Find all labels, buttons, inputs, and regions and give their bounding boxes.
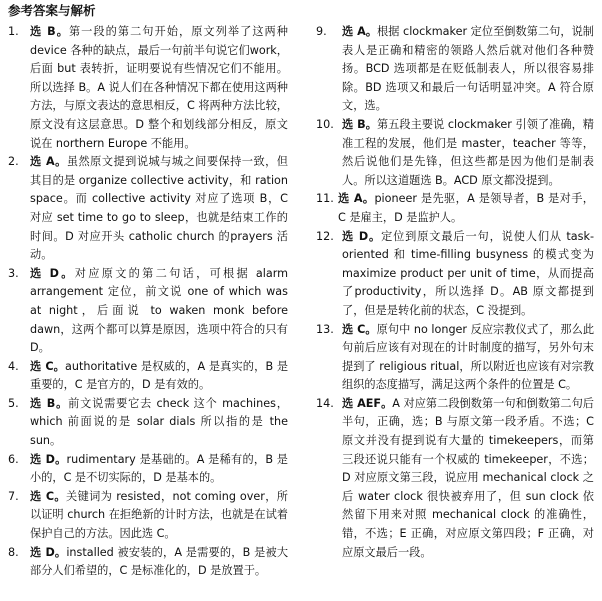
answer-text: 选 A。虽然原文提到说城与城之间要保持一致，但其目的是 organize collective activity，和 ration space。而 collective activity 对应了选项 B，C 对应 set time to go to sleep，也就是结束工作的时间。D 对应开头 catholic church 的prayers 活动。 bbox=[30, 155, 288, 262]
answer-item-6 bbox=[8, 451, 288, 488]
answer-text: 选 D。installed 被安装的，A 是需要的，B 是被大部分人们希望的，C 是标准化的，D 是放置于。 bbox=[30, 545, 289, 578]
answer-text: 选 D。对应原文的第二句话，可根据 alarm arrangement 定位，前文说 one of which was at night，后面说 to waken monk before dawn，这两个都可以算是原因，选项中符合的只有 D。 bbox=[30, 266, 288, 355]
page-title: 参考答案与解析 bbox=[8, 3, 96, 18]
right-column bbox=[316, 23, 594, 581]
answer-item-4 bbox=[8, 358, 288, 395]
answer-item-11 bbox=[316, 190, 594, 227]
answer-item-14 bbox=[316, 395, 594, 562]
answer-number: 14. bbox=[316, 396, 334, 410]
answer-text: 选 C。原句中 no longer 反应宗教仪式了，那么此句前后应该有对现在的计时制度的描写，另外句末提到了 religious ritual，所以附近也应该有对宗教组织的态度描写，满足这两个条件的位置是 C。 bbox=[342, 322, 595, 392]
answer-item-3 bbox=[8, 265, 288, 358]
answer-choice: 选 D。 bbox=[30, 452, 67, 466]
answer-number: 12. bbox=[316, 229, 334, 243]
answer-number: 5. bbox=[8, 396, 19, 410]
left-column bbox=[8, 23, 288, 581]
answer-choice: 选 A。 bbox=[342, 25, 378, 38]
answer-item-7 bbox=[8, 488, 288, 544]
answer-item-1 bbox=[8, 23, 288, 153]
answer-item-5 bbox=[8, 395, 288, 451]
answer-number: 9. bbox=[316, 25, 327, 38]
answer-item-9 bbox=[316, 23, 594, 116]
answer-choice: 选 A。 bbox=[338, 192, 375, 206]
answer-text: 选 A。pioneer 是先驱，A 是领导者，B 是对手，C 是雇主，D 是监护人。 bbox=[338, 192, 594, 224]
answer-number: 3. bbox=[8, 266, 19, 280]
answer-text: 选 D。rudimentary 是基础的。A 是稀有的，B 是小的，C 是不切实际的，D 是基本的。 bbox=[30, 452, 288, 485]
answer-choice: 选 D。 bbox=[30, 266, 75, 280]
answer-choice: 选 A。 bbox=[30, 155, 67, 169]
answer-choice: 选 C。 bbox=[30, 359, 66, 373]
answer-choice: 选 C。 bbox=[342, 322, 377, 336]
answer-item-10 bbox=[316, 116, 594, 190]
answer-item-8 bbox=[8, 544, 288, 581]
answer-text: 选 B。前文说需要它去 check 这个 machines，which 前面说的是 solar dials 所以指的是 the sun。 bbox=[30, 396, 288, 448]
answer-text: 选 C。关键词为 resisted，not coming over，所以证明 church 在拒绝新的计时方法，也就是在试着保护自己的方法。因此选 C。 bbox=[30, 489, 288, 541]
answer-text: 选 A。根据 clockmaker 定位至倒数第二句，说制表人是正确和精密的领路人然后就对他们各种赞扬。BCD 选项都是在贬低制表人，所以很容易排除。BD 选项又和最后一句话明显冲突。A 符合原文，选。 bbox=[342, 25, 594, 113]
answer-choice: 选 B。 bbox=[30, 25, 69, 38]
answer-columns bbox=[8, 23, 594, 581]
answer-choice: 选 B。 bbox=[30, 396, 69, 410]
answer-number: 8. bbox=[8, 545, 19, 559]
answer-choice: 选 D。 bbox=[30, 545, 67, 559]
answer-choice: 选 AEF。 bbox=[342, 396, 393, 410]
answer-number: 13. bbox=[316, 322, 334, 336]
answer-number: 10. bbox=[316, 117, 334, 131]
answer-number: 4. bbox=[8, 359, 19, 373]
answer-number: 2. bbox=[8, 155, 19, 169]
answer-text: 选 B。第一段的第二句开始，原文列举了这两种device 各种的缺点，最后一句前半句说它们work，后面 but 表转折，证明要说有些情况它们不能用。所以选择 B。A 说人们在各种情况下都在使用这两种方法，与原文表达的意思相反，C 将两种方法比较，原文没有这层意思。D 整个和划线部分相反，原文说在 northern Europe 不能用。 bbox=[30, 25, 288, 150]
answer-choice: 选 D。 bbox=[342, 229, 382, 243]
answer-item-13 bbox=[316, 321, 594, 395]
answer-text: 选 B。第五段主要说 clockmaker 引领了准确，精准工程的发展，他们是 master，teacher 等等，然后说他们是先锋，但这些都是因为他们是制表人。所以这道题选 B。ACD 原文都没提到。 bbox=[342, 117, 594, 187]
answer-text: 选 C。authoritative 是权威的，A 是真实的，B 是重要的，C 是官方的，D 是有效的。 bbox=[30, 359, 289, 392]
answer-number: 1. bbox=[8, 25, 19, 38]
answer-number: 7. bbox=[8, 489, 19, 503]
answer-choice: 选 C。 bbox=[30, 489, 66, 503]
answer-item-2 bbox=[8, 153, 288, 265]
answer-choice: 选 B。 bbox=[342, 117, 377, 131]
answer-text: 选 AEF。A 对应第二段倒数第一句和倒数第二句后半句，正确，选；B 与原文第一段矛盾。不选；C 原文并没有提到说有大量的 timekeepers，而第三段还说只能有一个权威的 timekeeper，不选；D 对应原文第三段，说应用 mechanical clock 之后 water clock 很快被弃用了，但 sun clock 依然留下用来对照 mechanical clock 的准确性，错，不选；E 正确，对应原文第四段；F 正确，对应原文最后一段。 bbox=[342, 396, 594, 559]
answer-item-12 bbox=[316, 228, 594, 321]
answer-number: 11. bbox=[316, 192, 334, 206]
answer-number: 6. bbox=[8, 452, 19, 466]
answer-text: 选 D。定位到原文最后一句，说使人们从 task-oriented 和 time-filling busyness 的模式变为maximize product per unit of time，从而提高了productivity，所以选择 D。AB 原文都提到了，但是是转化前的状态，C 没提到。 bbox=[342, 229, 594, 317]
